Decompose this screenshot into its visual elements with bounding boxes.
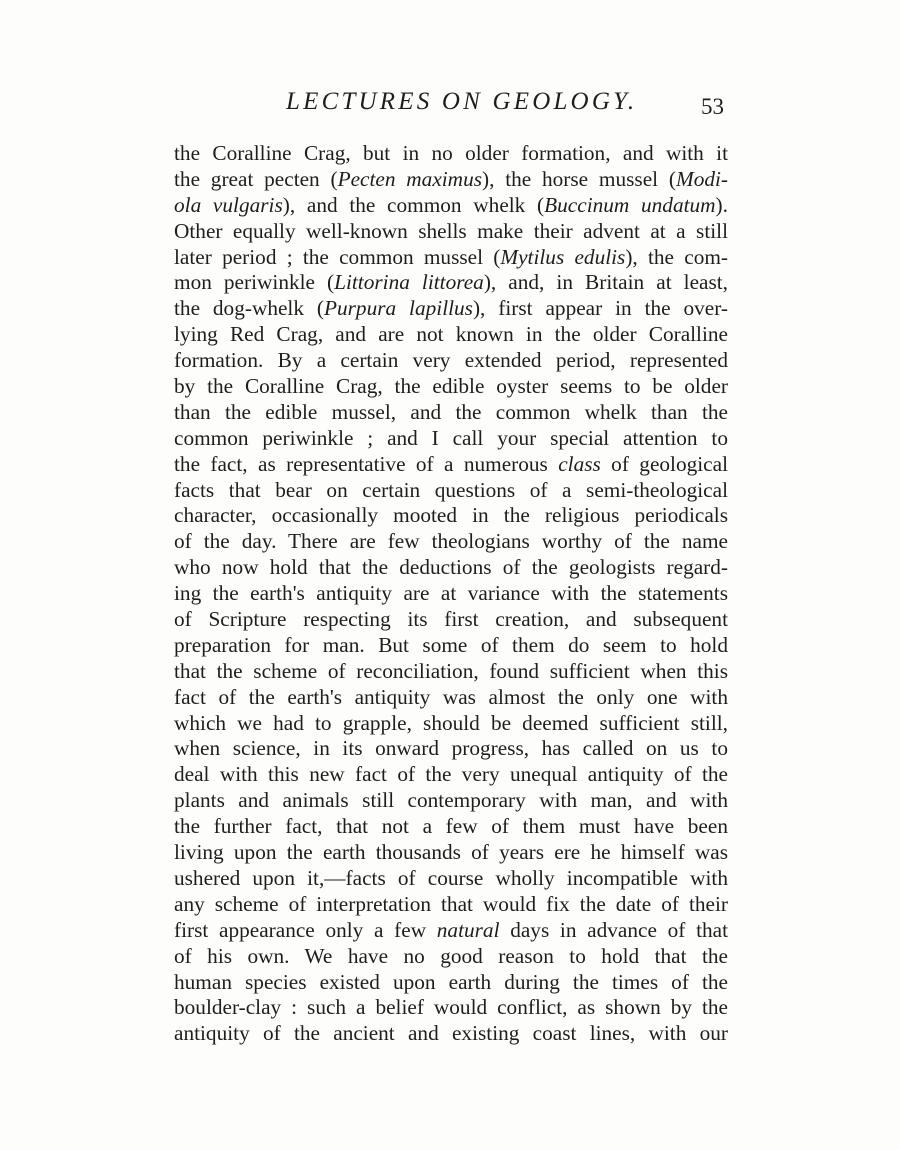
text-segment: ), and the common whelk ( — [282, 192, 545, 217]
text-segment: any scheme of interpretation that would fix the date of their — [174, 891, 728, 916]
text-segment: lying Red Crag, and are not known in the older Coralline — [174, 322, 728, 347]
text-segment: ushered upon it,—facts of course wholly incompatible with — [174, 865, 728, 890]
text-segment: human species existed upon earth during the times of the — [174, 969, 728, 994]
text-line — [174, 503, 728, 529]
text-line — [174, 788, 728, 814]
text-segment: that the scheme of reconciliation, found sufficient when this — [174, 658, 728, 683]
text-line — [174, 970, 728, 996]
text-line — [174, 711, 728, 737]
text-segment: preparation for man. But some of them do seem to hold — [174, 632, 728, 657]
text-line — [174, 581, 728, 607]
text-segment: who now hold that the deductions of the geologists regard- — [174, 555, 728, 580]
text-segment: character, occasionally mooted in the religious periodicals — [174, 503, 728, 528]
text-segment: antiquity of the ancient and existing coast lines, with our — [174, 1021, 728, 1046]
text-line — [174, 426, 728, 452]
text-segment: first appearance only a few — [174, 917, 437, 942]
text-line — [174, 296, 728, 322]
text-line — [174, 245, 728, 271]
text-segment: of geological — [600, 451, 728, 476]
text-line — [174, 607, 728, 633]
text-segment: ), and, in Britain at least, — [483, 270, 729, 295]
text-line — [174, 529, 728, 555]
text-segment: the further fact, that not a few of them must have been — [174, 814, 728, 839]
text-line — [174, 452, 728, 478]
italic-text: Buccinum undatum — [544, 192, 716, 217]
text-line — [174, 478, 728, 504]
text-line — [174, 840, 728, 866]
text-line — [174, 944, 728, 970]
text-segment: days in advance of that — [499, 917, 729, 942]
italic-text: Purpura lapillus — [323, 296, 473, 321]
text-segment: facts that bear on certain questions of a semi-theological — [174, 477, 728, 502]
text-segment: fact of the earth's antiquity was almost the only one with — [174, 684, 728, 709]
text-segment: of the day. There are few theologians worthy of the name — [174, 529, 728, 554]
text-segment: the Coralline Crag, but in no older formation, and with it — [174, 141, 728, 165]
text-segment: boulder-clay : such a belief would conflict, as shown by the — [174, 995, 728, 1020]
text-segment: ), the com- — [625, 244, 729, 269]
text-segment: ). — [715, 192, 728, 217]
text-line — [174, 685, 728, 711]
italic-text: Mytilus edulis — [500, 244, 626, 269]
text-line — [174, 814, 728, 840]
text-line — [174, 270, 728, 296]
italic-text: Pecten maximus — [337, 166, 483, 191]
running-title: LECTURES ON GEOLOGY. — [286, 88, 638, 115]
text-line — [174, 348, 728, 374]
text-segment: by the Coralline Crag, the edible oyster seems to be older — [174, 374, 728, 399]
text-line — [174, 374, 728, 400]
page-number: 53 — [701, 94, 724, 119]
text-segment: mon periwinkle ( — [174, 270, 335, 295]
text-line — [174, 918, 728, 944]
italic-text: Modi- — [675, 166, 728, 191]
text-line — [174, 141, 728, 167]
text-segment: Other equally well-known shells make their advent at a still — [174, 218, 728, 243]
text-segment: deal with this new fact of the very unequal antiquity of the — [174, 762, 728, 787]
text-line — [174, 322, 728, 348]
text-line — [174, 659, 728, 685]
text-segment: living upon the earth thousands of years ere he himself was — [174, 840, 728, 865]
text-segment: of Scripture respecting its first creation, and subsequent — [174, 607, 728, 632]
text-line — [174, 193, 728, 219]
body-text — [174, 141, 728, 1047]
italic-text: ola vulgaris — [174, 192, 283, 217]
italic-text: class — [558, 451, 601, 476]
text-segment: the great pecten ( — [174, 166, 338, 191]
text-segment: of his own. We have no good reason to hold that the — [174, 943, 728, 968]
italic-text: natural — [436, 917, 500, 942]
text-segment: ), first appear in the over- — [472, 296, 729, 321]
running-head — [174, 88, 730, 128]
text-segment: ), the horse mussel ( — [482, 166, 676, 191]
text-segment: the fact, as representative of a numerous — [174, 451, 559, 476]
text-line — [174, 400, 728, 426]
text-segment: ing the earth's antiquity are at variance with the statements — [174, 581, 728, 606]
text-line — [174, 736, 728, 762]
text-line — [174, 219, 728, 245]
text-line — [174, 995, 728, 1021]
text-segment: plants and animals still contemporary with man, and with — [174, 788, 728, 813]
text-segment: formation. By a certain very extended period, represented — [174, 348, 728, 373]
text-line — [174, 762, 728, 788]
text-line — [174, 633, 728, 659]
text-line — [174, 892, 728, 918]
text-segment: than the edible mussel, and the common whelk than the — [174, 399, 728, 424]
text-segment: which we had to grapple, should be deemed sufficient still, — [174, 710, 728, 735]
text-segment: common periwinkle ; and I call your special attention to — [174, 425, 728, 450]
text-line — [174, 1021, 728, 1047]
text-line — [174, 167, 728, 193]
text-segment: when science, in its onward progress, has called on us to — [174, 736, 728, 761]
text-segment: later period ; the common mussel ( — [174, 244, 501, 269]
text-segment: the dog-whelk ( — [174, 296, 324, 321]
italic-text: Littorina littorea — [334, 270, 484, 295]
text-line — [174, 555, 728, 581]
text-line — [174, 866, 728, 892]
